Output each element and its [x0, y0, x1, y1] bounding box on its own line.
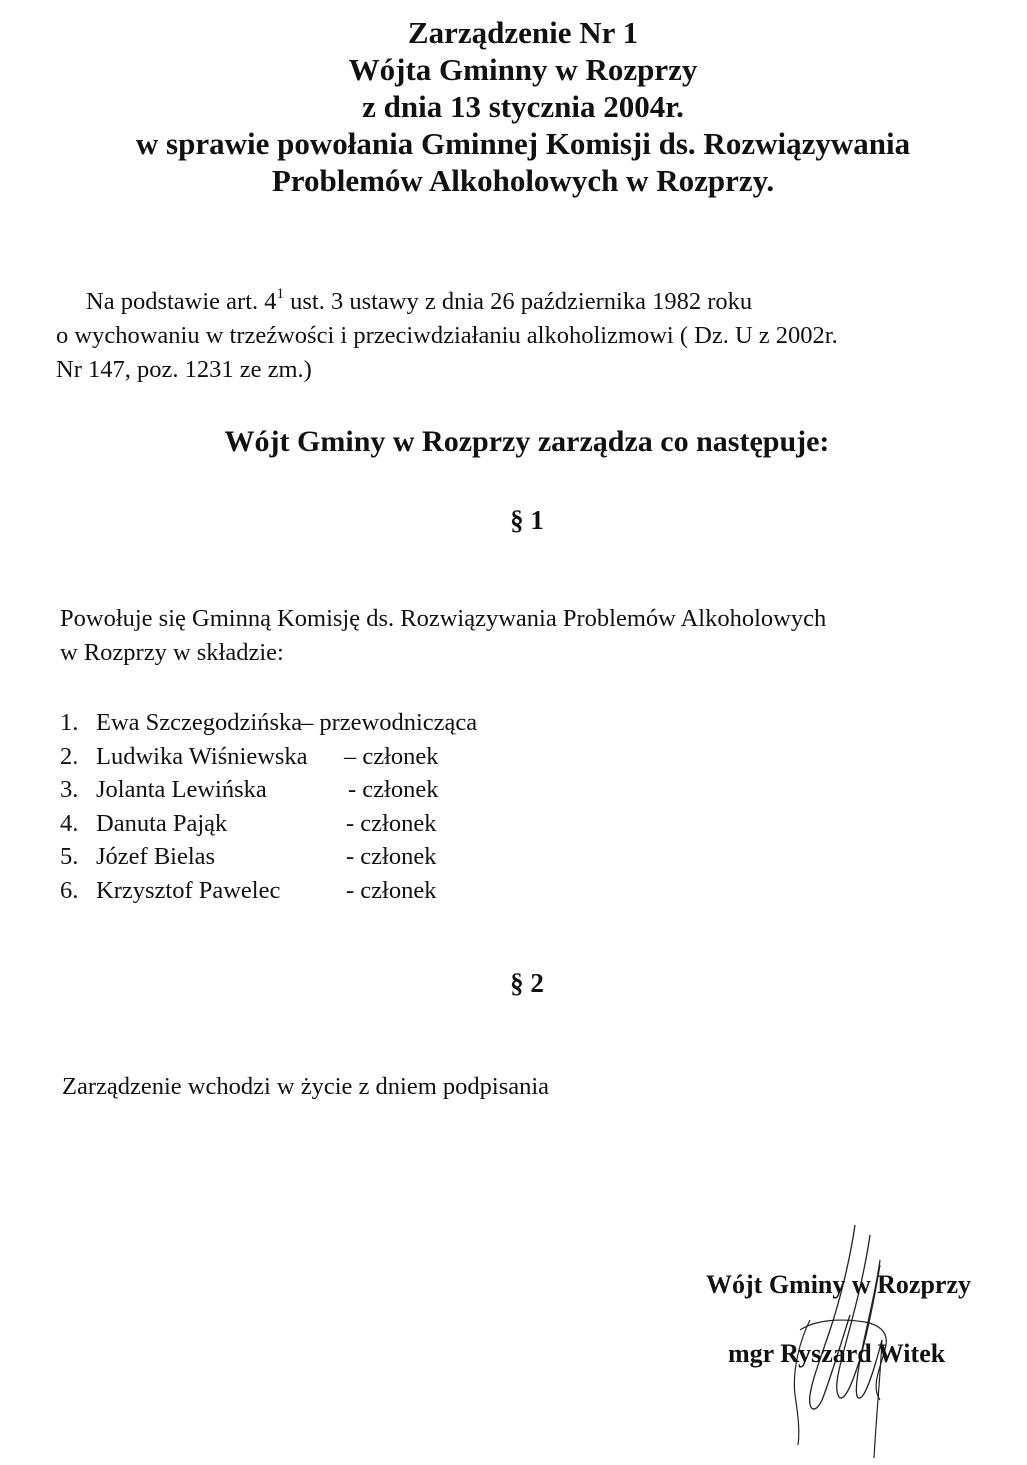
member-number: 6.: [60, 876, 79, 904]
legal-basis: [56, 285, 1006, 387]
decree-heading: Wójt Gminy w Rozprzy zarządza co następuje:: [224, 425, 830, 458]
document-header: [0, 14, 1027, 199]
legal-basis-line-2: o wychowaniu w trzeźwości i przeciwdziałaniu alkoholizmowi ( Dz. U z 2002r.: [56, 322, 838, 349]
member-name: Danuta Pająk: [96, 809, 228, 837]
signature-name: mgr Ryszard Witek: [728, 1339, 946, 1368]
section-1-intro: [60, 602, 1010, 670]
member-name: Ludwika Wiśniewska: [96, 742, 308, 770]
member-role: - członek: [346, 843, 437, 870]
legal-basis-line-3: Nr 147, poz. 1231 ze zm.): [56, 356, 312, 383]
member-number: 1.: [60, 709, 79, 736]
member-number: 5.: [60, 843, 79, 870]
section-1-intro-line-2: w Rozprzy w składzie:: [60, 639, 284, 666]
header-line-2: Wójta Gminny w Rozprzy: [348, 52, 698, 87]
section-1-heading: § 1: [510, 505, 544, 535]
header-line-4: w sprawie powołania Gminnej Komisji ds. Rozwiązywania: [135, 126, 911, 161]
member-role: - członek: [346, 809, 437, 837]
legal-basis-line-1: [56, 285, 1006, 319]
member-number: 3.: [60, 776, 79, 803]
legal-basis-superscript: 1: [276, 285, 284, 302]
member-role: – przewodnicząca: [301, 709, 478, 736]
member-role: - członek: [346, 876, 437, 904]
member-name: Józef Bielas: [96, 843, 216, 870]
section-2-text: Zarządzenie wchodzi w życie z dniem podpisania: [62, 1073, 550, 1100]
section-1-intro-line-1: Powołuje się Gminną Komisję ds. Rozwiązywania Problemów Alkoholowych: [60, 605, 827, 632]
member-role: - członek: [348, 776, 439, 803]
header-line-3: z dnia 13 stycznia 2004r.: [362, 89, 684, 124]
header-line-5: Problemów Alkoholowych w Rozprzy.: [271, 163, 775, 198]
section-2-heading: § 2: [510, 968, 544, 998]
header-line-1: Zarządzenie Nr 1: [407, 15, 639, 50]
member-name: Jolanta Lewińska: [96, 776, 267, 803]
legal-basis-text-b: ust. 3 ustawy z dnia 26 października 1982 roku: [284, 288, 753, 315]
member-name: Krzysztof Pawelec: [96, 876, 281, 904]
member-number: 4.: [60, 809, 79, 837]
member-number: 2.: [60, 742, 79, 770]
member-role: – członek: [344, 742, 439, 770]
member-name: Ewa Szczegodzińska: [96, 709, 303, 736]
legal-basis-text-a: Na podstawie art. 4: [86, 288, 277, 315]
signature-title: Wójt Gminy w Rozprzy: [706, 1270, 972, 1299]
